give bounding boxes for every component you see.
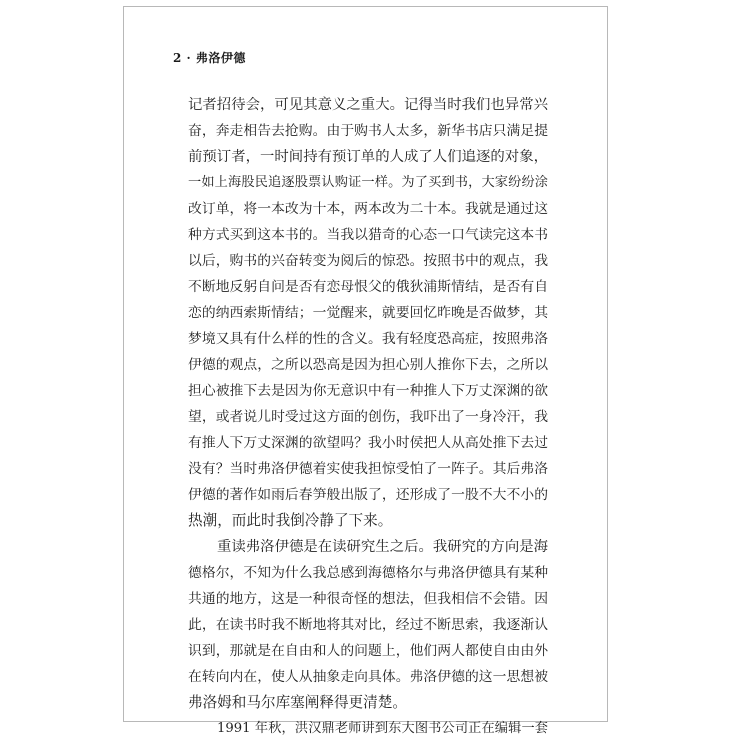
text-line: 改订单，将一本改为十本，两本改为二十本。我就是通过这 (188, 201, 548, 217)
text-line: 以后，购书的兴奋转变为阅后的惊恐。按照书中的观点，我 (188, 253, 548, 269)
text-line: 此，在读书时我不断地将其对比，经过不断思索，我逐渐认 (188, 617, 548, 633)
text-line: 有推人下万丈深渊的欲望吗？我小时侯把人从高处推下去过 (188, 435, 548, 451)
text-line: 前预订者，一时间持有预订单的人成了人们追逐的对象， (188, 149, 548, 165)
text-line: 伊德的观点，之所以恐高是因为担心别人推你下去，之所以 (188, 357, 548, 373)
text-line: 识到，那就是在自由和人的问题上，他们两人都使自由由外 (188, 643, 548, 659)
text-line: 没有？当时弗洛伊德着实使我担惊受怕了一阵子。其后弗洛 (188, 461, 548, 477)
text-line: 热潮，而此时我倒冷静了下来。 (188, 512, 393, 529)
text-line: 不断地反躬自问是否有恋母恨父的俄狄浦斯情结，是否有自 (188, 279, 548, 295)
running-header (173, 49, 246, 66)
text-line: 记者招待会，可见其意义之重大。记得当时我们也异常兴 (188, 97, 548, 113)
text-line: 奋，奔走相告去抢购。由于购书人太多，新华书店只满足提 (188, 123, 548, 139)
book-title: 弗洛伊德 (195, 51, 246, 65)
body-text (188, 92, 548, 742)
text-line: 德格尔，不知为什么我总感到海德格尔与弗洛伊德具有某种 (188, 565, 548, 581)
text-line: 一如上海股民追逐股票认购证一样。为了买到书，大家纷纷涂 (188, 175, 548, 190)
text-line: 梦境又具有什么样的性的含义。我有轻度恐高症，按照弗洛 (188, 331, 548, 347)
text-line: 望，或者说儿时受过这方面的创伤，我吓出了一身冷汗，我 (188, 409, 548, 425)
text-line: 重读弗洛伊德是在读研究生之后。我研究的方向是海 (217, 539, 548, 555)
book-page (123, 6, 608, 736)
header-separator: · (186, 51, 192, 65)
text-line: 1991 年秋，洪汉鼎老师讲到东大图书公司正在编辑一套 (217, 721, 548, 736)
text-line: 在转向内在，使人从抽象走向具体。弗洛伊德的这一思想被 (188, 669, 548, 685)
page-number: 2 (173, 51, 182, 65)
text-line: 担心被推下去是因为你无意识中有一种推人下万丈深渊的欲 (188, 383, 548, 399)
text-line: 共通的地方，这是一种很奇怪的想法，但我相信不会错。因 (188, 591, 548, 607)
text-line: 弗洛姆和马尔库塞阐释得更清楚。 (188, 694, 407, 711)
text-line: 恋的纳西索斯情结；一觉醒来，就要回忆昨晚是否做梦，其 (188, 305, 548, 321)
text-line: 伊德的著作如雨后春笋般出版了，还形成了一股不大不小的 (188, 487, 548, 503)
text-line: 种方式买到这本书的。当我以猎奇的心态一口气读完这本书 (188, 227, 548, 243)
